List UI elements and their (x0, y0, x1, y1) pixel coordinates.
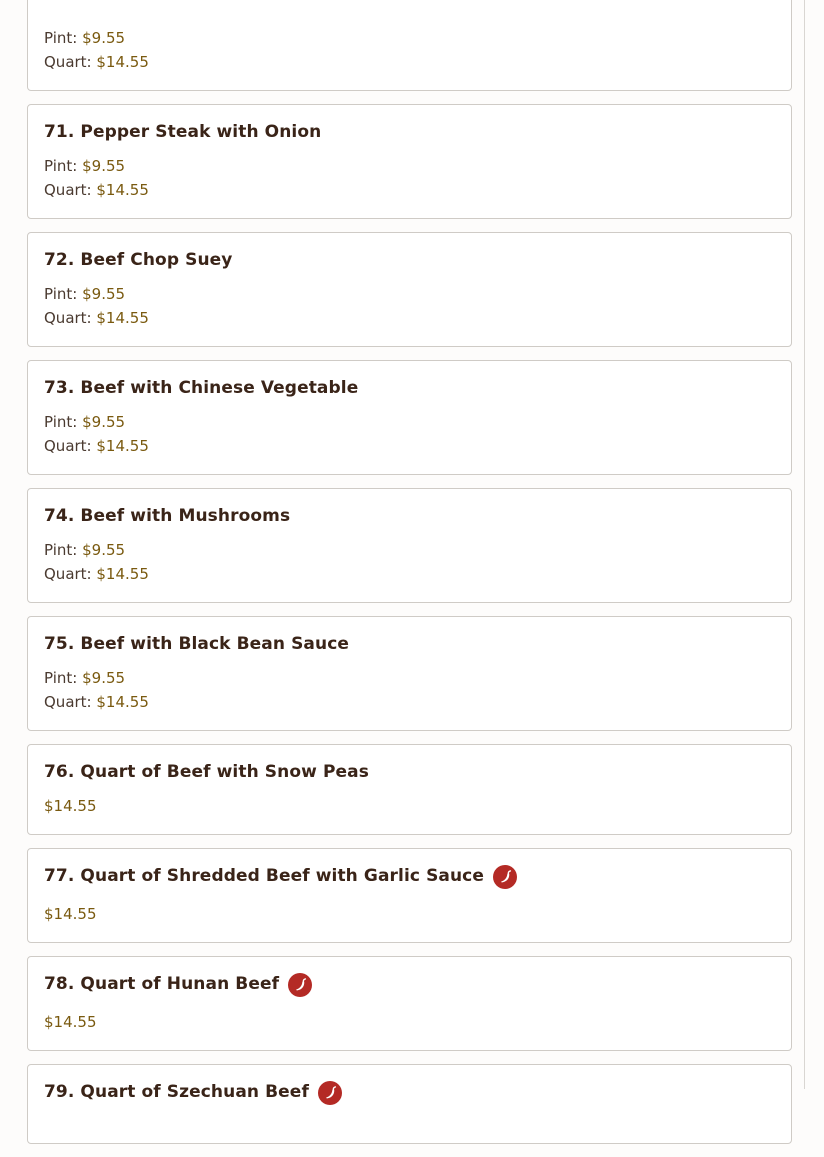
menu-item-card[interactable] (27, 744, 792, 835)
menu-item-title-row (44, 120, 775, 144)
menu-item-prices (44, 154, 775, 202)
price-value: $9.55 (82, 669, 126, 687)
price-label: Pint: (44, 29, 78, 47)
menu-item-card[interactable] (27, 1064, 792, 1144)
price-label: Quart: (44, 565, 92, 583)
menu-item-title: 78. Quart of Hunan Beef (44, 974, 280, 994)
price-label: Quart: (44, 53, 92, 71)
quart-price-line (44, 306, 775, 330)
menu-item-prices (44, 902, 775, 926)
menu-item-card[interactable] (27, 360, 792, 475)
menu-item-title-row (44, 504, 775, 528)
menu-item-title: 74. Beef with Mushrooms (44, 506, 291, 526)
price-label: Pint: (44, 669, 78, 687)
menu-item-card[interactable] (27, 232, 792, 347)
price-value: $14.55 (44, 905, 97, 923)
menu-item-card[interactable] (27, 488, 792, 603)
price-label: Quart: (44, 437, 92, 455)
price-value: $9.55 (82, 285, 126, 303)
pint-price-line (44, 154, 775, 178)
menu-item-card[interactable] (27, 616, 792, 731)
quart-price-line (44, 690, 775, 714)
price-value: $14.55 (96, 565, 149, 583)
menu-item-card[interactable] (27, 956, 792, 1051)
menu-item-title: 75. Beef with Black Bean Sauce (44, 634, 350, 654)
quart-price-line (44, 434, 775, 458)
menu-item-prices (44, 794, 775, 818)
pint-price-line (44, 538, 775, 562)
price-value: $14.55 (96, 53, 149, 71)
price-value: $14.55 (96, 437, 149, 455)
quart-price-line (44, 178, 775, 202)
menu-item-title-row (44, 864, 775, 888)
menu-item-title: 76. Quart of Beef with Snow Peas (44, 762, 369, 782)
price-value: $9.55 (82, 541, 126, 559)
price-value: $14.55 (44, 797, 97, 815)
menu-item-title-row (44, 972, 775, 996)
price-line (44, 1010, 775, 1034)
menu-item-list (27, 0, 792, 1157)
menu-item-title-row (44, 0, 775, 16)
menu-item-title: 73. Beef with Chinese Vegetable (44, 378, 359, 398)
pint-price-line (44, 26, 775, 50)
menu-item-title: 79. Quart of Szechuan Beef (44, 1082, 309, 1102)
price-value: $9.55 (82, 157, 126, 175)
price-value: $14.55 (96, 309, 149, 327)
menu-item-card[interactable] (27, 848, 792, 943)
pint-price-line (44, 410, 775, 434)
menu-item-title-row (44, 248, 775, 272)
quart-price-line (44, 562, 775, 586)
price-label: Pint: (44, 541, 78, 559)
menu-item-card[interactable] (27, 0, 792, 91)
price-label: Quart: (44, 693, 92, 711)
menu-item-prices (44, 538, 775, 586)
price-label: Pint: (44, 157, 78, 175)
menu-item-title-row (44, 760, 775, 784)
menu-item-title-row (44, 632, 775, 656)
pint-price-line (44, 666, 775, 690)
price-value: $14.55 (96, 181, 149, 199)
spicy-pepper-icon (318, 1081, 342, 1105)
price-line (44, 902, 775, 926)
spicy-pepper-icon (288, 973, 312, 997)
menu-item-card[interactable] (27, 104, 792, 219)
menu-item-prices (44, 410, 775, 458)
price-value: $14.55 (44, 1013, 97, 1031)
menu-item-prices (44, 1010, 775, 1034)
menu-item-title: 77. Quart of Shredded Beef with Garlic Sauce (44, 866, 484, 886)
price-line (44, 794, 775, 818)
price-label: Pint: (44, 413, 78, 431)
menu-item-title: 71. Pepper Steak with Onion (44, 122, 322, 142)
menu-item-title: 72. Beef Chop Suey (44, 250, 233, 270)
price-value: $14.55 (96, 693, 149, 711)
quart-price-line (44, 50, 775, 74)
price-label: Quart: (44, 309, 92, 327)
price-label: Pint: (44, 285, 78, 303)
menu-item-title-row (44, 376, 775, 400)
pint-price-line (44, 282, 775, 306)
menu-item-title-row (44, 1080, 775, 1104)
menu-item-prices (44, 26, 775, 74)
spicy-pepper-icon (493, 865, 517, 889)
price-value: $9.55 (82, 413, 126, 431)
menu-item-prices (44, 282, 775, 330)
menu-item-prices (44, 666, 775, 714)
price-value: $9.55 (82, 29, 126, 47)
price-label: Quart: (44, 181, 92, 199)
